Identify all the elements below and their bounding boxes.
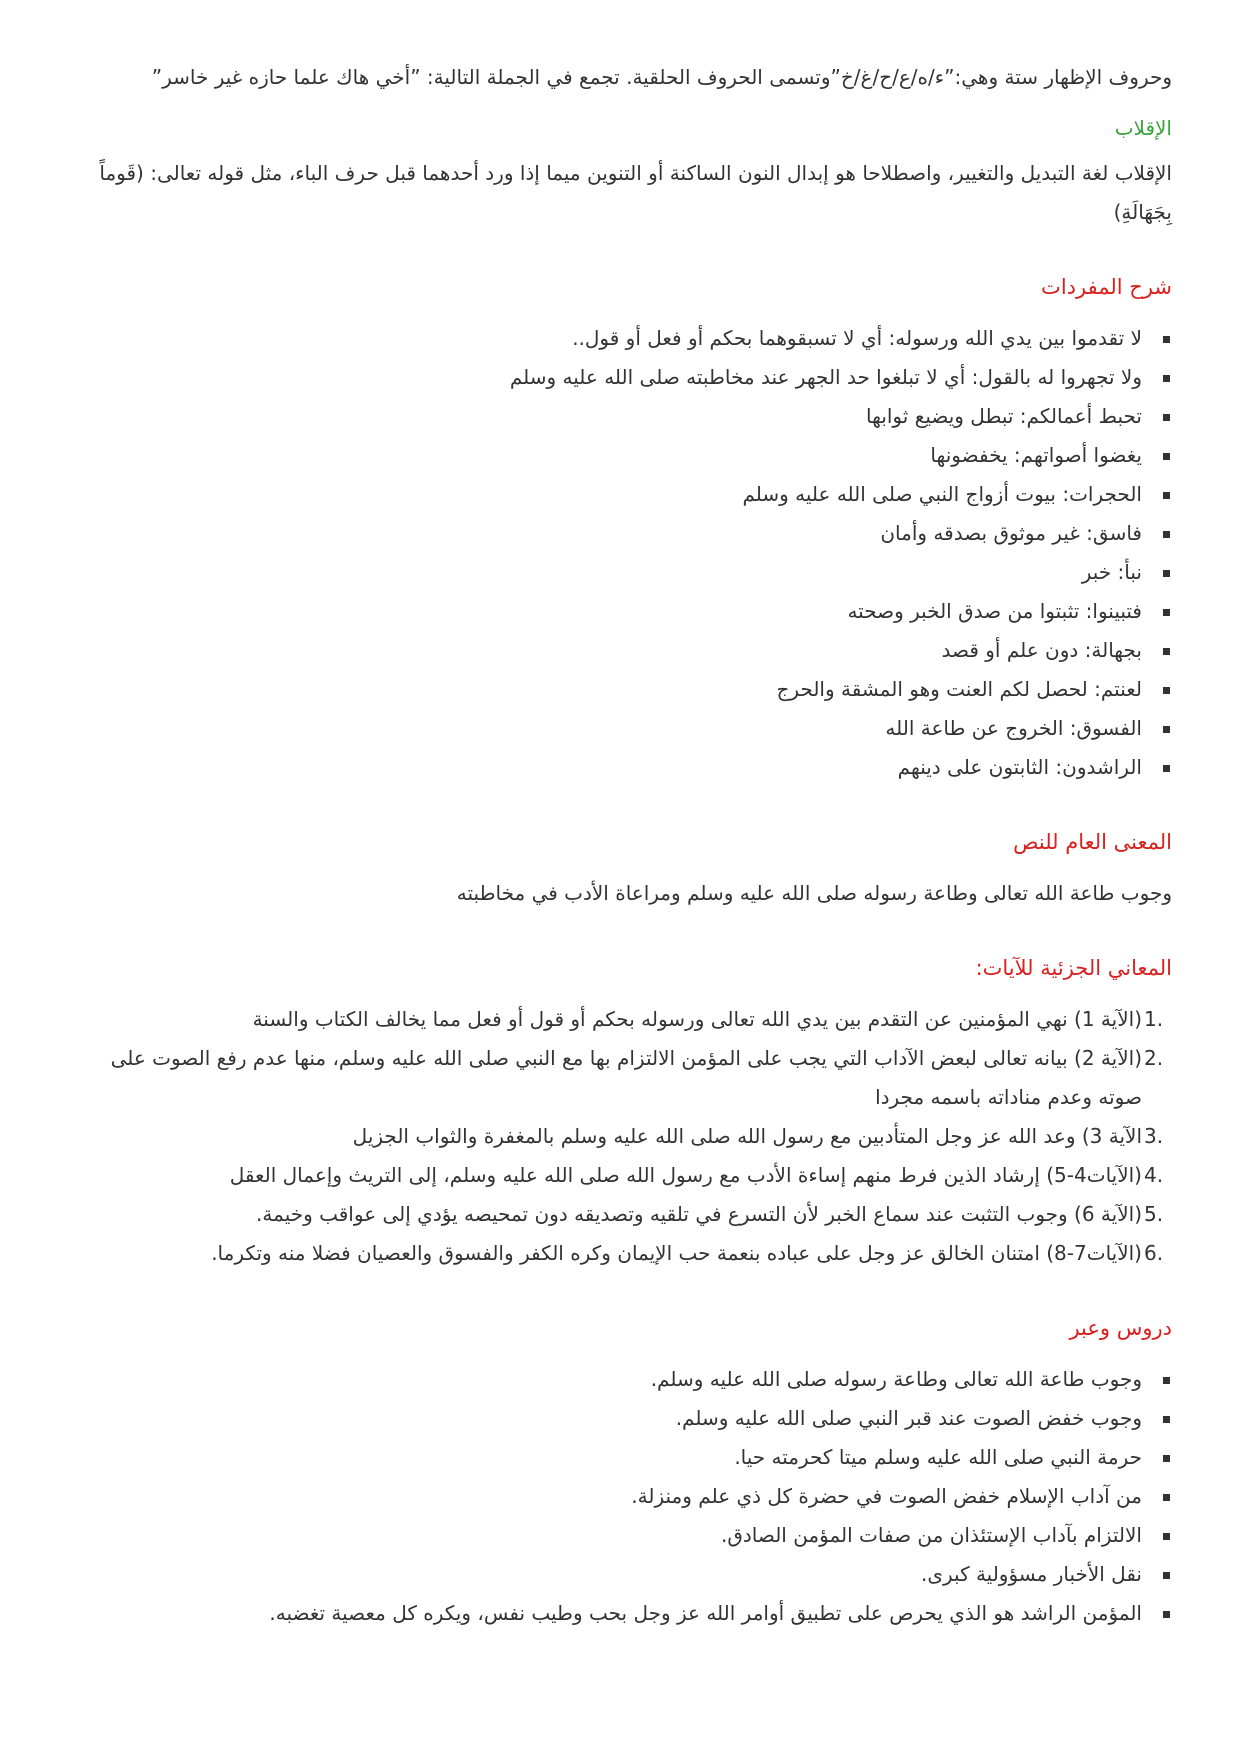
lesson-item-text: نقل الأخبار مسؤولية كبرى. bbox=[920, 1562, 1142, 1586]
bullet-square-icon bbox=[1163, 1377, 1170, 1384]
list-item bbox=[88, 1594, 1142, 1633]
list-item bbox=[88, 631, 1142, 670]
partial-meanings-list bbox=[88, 1000, 1172, 1273]
bullet-square-icon bbox=[1163, 492, 1170, 499]
list-item bbox=[88, 553, 1142, 592]
bullet-square-icon bbox=[1163, 687, 1170, 694]
partial-item-text: (الآية 2) بيانه تعالى لبعض الآداب التي يجب على المؤمن الالتزام بها مع النبي صلى الله عليه وسلم، منها عدم رفع الصوت على صوته وعدم مناداته باسمه مجردا bbox=[110, 1046, 1142, 1109]
list-item bbox=[88, 397, 1142, 436]
partial-item-text: (الآية 1) نهي المؤمنين عن التقدم بين يدي الله تعالى ورسوله بحكم أو قول أو فعل مما يخالف الكتاب والسنة bbox=[252, 1007, 1142, 1031]
bullet-square-icon bbox=[1163, 336, 1170, 343]
list-item bbox=[88, 1156, 1164, 1195]
list-item bbox=[88, 1399, 1142, 1438]
partial-item-text: (الآيات7-8) امتنان الخالق عز وجل على عباده بنعمة حب الإيمان وكره الكفر والفسوق والعصيان فضلا منه وتكرما. bbox=[211, 1241, 1142, 1265]
vocab-item-text: نبأ: خبر bbox=[1081, 560, 1142, 584]
list-item bbox=[88, 1555, 1142, 1594]
list-item bbox=[88, 1195, 1164, 1234]
item-number: 4. bbox=[1144, 1163, 1164, 1187]
list-item bbox=[88, 1360, 1142, 1399]
vocab-item-text: الراشدون: الثابتون على دينهم bbox=[897, 755, 1142, 779]
list-item bbox=[88, 475, 1142, 514]
iqlab-paragraph: الإقلاب لغة التبديل والتغيير، واصطلاحا هو إبدال النون الساكنة أو التنوين ميما إذا ورد أحدهما قبل حرف الباء، مثل قوله تعالى: (قَوماً بِجَهَالَةِ) bbox=[99, 161, 1172, 224]
vocab-item-text: فتبينوا: تثبتوا من صدق الخبر وصحته bbox=[847, 599, 1142, 623]
list-item bbox=[88, 1000, 1164, 1039]
list-item bbox=[88, 1234, 1164, 1273]
bullet-square-icon bbox=[1163, 1572, 1170, 1579]
vocab-item-text: ولا تجهروا له بالقول: أي لا تبلغوا حد الجهر عند مخاطبته صلى الله عليه وسلم bbox=[509, 365, 1142, 389]
list-item bbox=[88, 1516, 1142, 1555]
general-meaning-heading: المعنى العام للنص bbox=[1013, 830, 1172, 854]
bullet-square-icon bbox=[1163, 453, 1170, 460]
vocab-item-text: الحجرات: بيوت أزواج النبي صلى الله عليه وسلم bbox=[742, 482, 1142, 506]
lesson-item-text: حرمة النبي صلى الله عليه وسلم ميتا كحرمته حيا. bbox=[734, 1445, 1142, 1469]
vocab-item-text: فاسق: غير موثوق بصدقه وأمان bbox=[880, 521, 1142, 545]
lesson-item-text: الالتزام بآداب الإستئذان من صفات المؤمن الصادق. bbox=[720, 1523, 1142, 1547]
list-item bbox=[88, 1438, 1142, 1477]
vocab-item-text: بجهالة: دون علم أو قصد bbox=[941, 638, 1142, 662]
bullet-square-icon bbox=[1163, 609, 1170, 616]
lessons-list bbox=[88, 1360, 1172, 1633]
partial-item-text: (الآيات4-5) إرشاد الذين فرط منهم إساءة الأدب مع رسول الله صلى الله عليه وسلم، إلى التريث وإعمال العقل bbox=[229, 1163, 1142, 1187]
list-item bbox=[88, 436, 1142, 475]
partial-meanings-section bbox=[88, 949, 1172, 1273]
bullet-square-icon bbox=[1163, 414, 1170, 421]
lesson-item-text: المؤمن الراشد هو الذي يحرص على تطبيق أوامر الله عز وجل بحب وطيب نفس، ويكره كل معصية تغضبه. bbox=[269, 1601, 1142, 1625]
vocab-item-text: يغضوا أصواتهم: يخفضونها bbox=[930, 443, 1142, 467]
list-item bbox=[88, 319, 1142, 358]
lesson-item-text: من آداب الإسلام خفض الصوت في حضرة كل ذي علم ومنزلة. bbox=[631, 1484, 1142, 1508]
iqlab-section bbox=[88, 109, 1172, 232]
list-item bbox=[88, 670, 1142, 709]
bullet-square-icon bbox=[1163, 1494, 1170, 1501]
bullet-square-icon bbox=[1163, 1533, 1170, 1540]
general-meaning-paragraph: وجوب طاعة الله تعالى وطاعة رسوله صلى الله عليه وسلم ومراعاة الأدب في مخاطبته bbox=[456, 881, 1172, 905]
intro-paragraph: وحروف الإظهار ستة وهي:”ء/ه/ع/ح/غ/خ”وتسمى الحروف الحلقية. تجمع في الجملة التالية: ”أخي هاك علما حازه غير خاسر” bbox=[151, 65, 1172, 89]
list-item bbox=[88, 514, 1142, 553]
item-number: 5. bbox=[1144, 1202, 1164, 1226]
bullet-square-icon bbox=[1163, 375, 1170, 382]
item-number: 3. bbox=[1144, 1124, 1164, 1148]
lessons-section bbox=[88, 1309, 1172, 1633]
lessons-heading: دروس وعبر bbox=[1069, 1316, 1172, 1340]
partial-item-text: (الآية 6) وجوب التثبت عند سماع الخبر لأن التسرع في تلقيه وتصديقه دون تمحيصه يؤدي إلى عواقب وخيمة. bbox=[256, 1202, 1142, 1226]
bullet-square-icon bbox=[1163, 531, 1170, 538]
vocab-section bbox=[88, 268, 1172, 787]
item-number: 2. bbox=[1144, 1046, 1164, 1070]
list-item bbox=[88, 358, 1142, 397]
list-item bbox=[88, 1039, 1164, 1117]
bullet-square-icon bbox=[1163, 765, 1170, 772]
list-item bbox=[88, 1477, 1142, 1516]
bullet-square-icon bbox=[1163, 1611, 1170, 1618]
list-item bbox=[88, 748, 1142, 787]
iqlab-heading: الإقلاب bbox=[1114, 116, 1172, 140]
bullet-square-icon bbox=[1163, 570, 1170, 577]
vocab-list bbox=[88, 319, 1172, 787]
list-item bbox=[88, 709, 1142, 748]
vocab-item-text: الفسوق: الخروج عن طاعة الله bbox=[885, 716, 1142, 740]
vocab-item-text: لا تقدموا بين يدي الله ورسوله: أي لا تسبقوهما بحكم أو فعل أو قول.. bbox=[572, 326, 1142, 350]
partial-item-text: الآية 3) وعد الله عز وجل المتأدبين مع رسول الله صلى الله عليه وسلم بالمغفرة والثواب الجزيل bbox=[352, 1124, 1142, 1148]
item-number: 6. bbox=[1144, 1241, 1164, 1265]
list-item bbox=[88, 592, 1142, 631]
item-number: 1. bbox=[1144, 1007, 1164, 1031]
partial-meanings-heading: المعاني الجزئية للآيات: bbox=[975, 956, 1172, 980]
lesson-item-text: وجوب طاعة الله تعالى وطاعة رسوله صلى الله عليه وسلم. bbox=[650, 1367, 1142, 1391]
bullet-square-icon bbox=[1163, 648, 1170, 655]
bullet-square-icon bbox=[1163, 1455, 1170, 1462]
vocab-item-text: تحبط أعمالكم: تبطل ويضيع ثوابها bbox=[866, 404, 1142, 428]
bullet-square-icon bbox=[1163, 726, 1170, 733]
vocab-heading: شرح المفردات bbox=[1041, 275, 1172, 299]
general-meaning-section bbox=[88, 823, 1172, 913]
lesson-item-text: وجوب خفض الصوت عند قبر النبي صلى الله عليه وسلم. bbox=[675, 1406, 1142, 1430]
bullet-square-icon bbox=[1163, 1416, 1170, 1423]
list-item bbox=[88, 1117, 1164, 1156]
vocab-item-text: لعنتم: لحصل لكم العنت وهو المشقة والحرج bbox=[776, 677, 1142, 701]
